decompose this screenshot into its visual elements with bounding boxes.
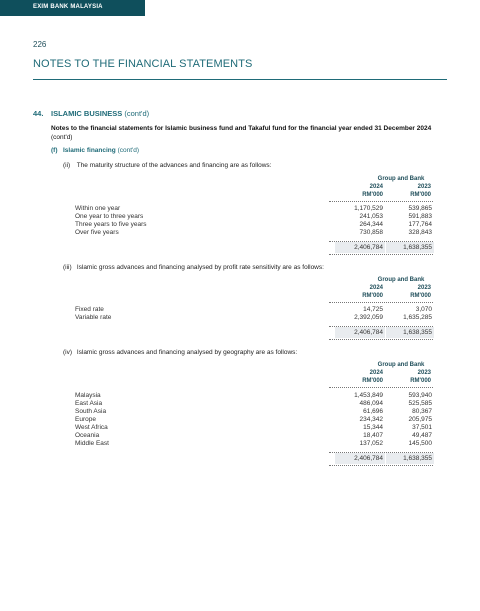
value-2023: 3,070 <box>415 306 432 313</box>
caption-text: The maturity structure of the advances and financing are as follows: <box>76 162 272 169</box>
total-bottom-rule <box>329 339 433 340</box>
total-bottom-rule <box>329 465 433 466</box>
unit-2024: RM'000 <box>362 293 383 299</box>
value-2023: 37,501 <box>412 424 432 431</box>
group-header: Group and Bank <box>377 362 425 368</box>
table-caption-iii <box>63 264 324 271</box>
value-2024: 241,053 <box>359 213 383 220</box>
table-caption-iv <box>63 349 297 356</box>
notes-heading-line1: Notes to the financial statements for Islamic business fund and Takaful fund for the financial year ended 31 December 2024 <box>51 125 432 132</box>
caption-label: (iv) <box>63 349 73 356</box>
total-2024: 2,406,784 <box>354 329 383 336</box>
row-label: Malaysia <box>75 392 101 399</box>
table-row <box>0 400 480 408</box>
table-row <box>0 416 480 424</box>
value-2024: 2,392,059 <box>354 314 383 321</box>
group-header: Group and Bank <box>377 277 425 283</box>
row-label: Europe <box>75 416 96 423</box>
value-2024: 137,052 <box>359 440 383 447</box>
total-2023: 1,638,355 <box>403 455 432 462</box>
row-label: Middle East <box>75 440 109 447</box>
row-label: South Asia <box>75 408 107 415</box>
value-2024: 1,170,529 <box>354 205 383 212</box>
value-2024: 1,453,849 <box>354 392 383 399</box>
value-2023: 80,367 <box>412 408 432 415</box>
table-row <box>0 424 480 432</box>
row-label: Variable rate <box>75 314 112 321</box>
value-2024: 15,344 <box>363 424 383 431</box>
subsection-title: Islamic financing <box>63 147 116 154</box>
value-2023: 539,865 <box>408 205 432 212</box>
year-2024: 2024 <box>369 184 383 190</box>
row-label: Fixed rate <box>75 306 104 313</box>
subsection-cont: (cont'd) <box>117 147 140 154</box>
row-label: Within one year <box>75 205 121 212</box>
value-2023: 591,883 <box>408 213 432 220</box>
value-2023: 328,843 <box>408 229 432 236</box>
total-bottom-rule <box>329 254 433 255</box>
value-2024: 14,725 <box>363 306 383 313</box>
unit-2023: RM'000 <box>410 293 431 299</box>
subsection-heading <box>51 147 139 154</box>
unit-2023: RM'000 <box>410 192 431 198</box>
caption-label: (iii) <box>63 264 72 271</box>
table-row <box>0 408 480 416</box>
year-2023: 2023 <box>417 285 431 291</box>
value-2023: 1,635,285 <box>403 314 432 321</box>
notes-heading <box>51 125 447 142</box>
header-rule <box>329 387 433 388</box>
table-row <box>0 440 480 448</box>
value-2023: 525,585 <box>408 400 432 407</box>
row-label: Over five years <box>75 229 119 236</box>
total-2023: 1,638,355 <box>403 244 432 251</box>
row-label: East Asia <box>75 400 103 407</box>
total-row <box>0 453 480 465</box>
total-2024: 2,406,784 <box>354 455 383 462</box>
table-row <box>0 213 480 221</box>
row-label: Three years to five years <box>75 221 147 228</box>
value-2024: 234,342 <box>359 416 383 423</box>
header-banner <box>0 0 145 16</box>
year-2024: 2024 <box>369 285 383 291</box>
caption-text: Islamic gross advances and financing analysed by profit rate sensitivity are as follows: <box>76 264 324 271</box>
note-heading <box>33 109 149 118</box>
year-2024: 2024 <box>369 370 383 376</box>
table-row <box>0 229 480 237</box>
value-2023: 205,975 <box>408 416 432 423</box>
unit-2024: RM'000 <box>362 378 383 384</box>
value-2023: 177,764 <box>408 221 432 228</box>
note-number: 44. <box>33 109 44 118</box>
year-2023: 2023 <box>417 184 431 190</box>
notes-heading-line2: (cont'd) <box>51 133 73 141</box>
unit-2024: RM'000 <box>362 192 383 198</box>
subsection-label: (f) <box>51 147 58 154</box>
value-2024: 486,094 <box>359 400 383 407</box>
page-number: 226 <box>33 40 47 49</box>
total-row <box>0 327 480 339</box>
unit-2023: RM'000 <box>410 378 431 384</box>
table-row <box>0 432 480 440</box>
row-label: West Africa <box>75 424 108 431</box>
value-2023: 145,500 <box>408 440 432 447</box>
total-2023: 1,638,355 <box>403 329 432 336</box>
table-caption-ii <box>63 162 271 169</box>
total-row <box>0 242 480 254</box>
table-row <box>0 221 480 229</box>
table-row <box>0 314 480 322</box>
org-name: EXIM BANK MALAYSIA <box>33 4 103 10</box>
value-2024: 61,696 <box>363 408 383 415</box>
note-cont: (cont'd) <box>124 109 150 118</box>
header-rule <box>329 201 433 202</box>
table-row <box>0 392 480 400</box>
value-2024: 730,858 <box>359 229 383 236</box>
section-title: NOTES TO THE FINANCIAL STATEMENTS <box>33 58 253 70</box>
row-label: Oceania <box>75 432 100 439</box>
section-divider <box>33 79 447 80</box>
value-2024: 18,407 <box>363 432 383 439</box>
table-row <box>0 306 480 314</box>
total-2024: 2,406,784 <box>354 244 383 251</box>
caption-text: Islamic gross advances and financing analysed by geography are as follows: <box>76 349 298 356</box>
year-2023: 2023 <box>417 370 431 376</box>
group-header: Group and Bank <box>377 176 425 182</box>
table-row <box>0 205 480 213</box>
header-rule <box>329 302 433 303</box>
caption-label: (ii) <box>63 162 71 169</box>
value-2024: 264,344 <box>359 221 383 228</box>
row-label: One year to three years <box>75 213 144 220</box>
value-2023: 49,487 <box>412 432 432 439</box>
value-2023: 593,940 <box>408 392 432 399</box>
note-title: ISLAMIC BUSINESS <box>51 109 123 118</box>
